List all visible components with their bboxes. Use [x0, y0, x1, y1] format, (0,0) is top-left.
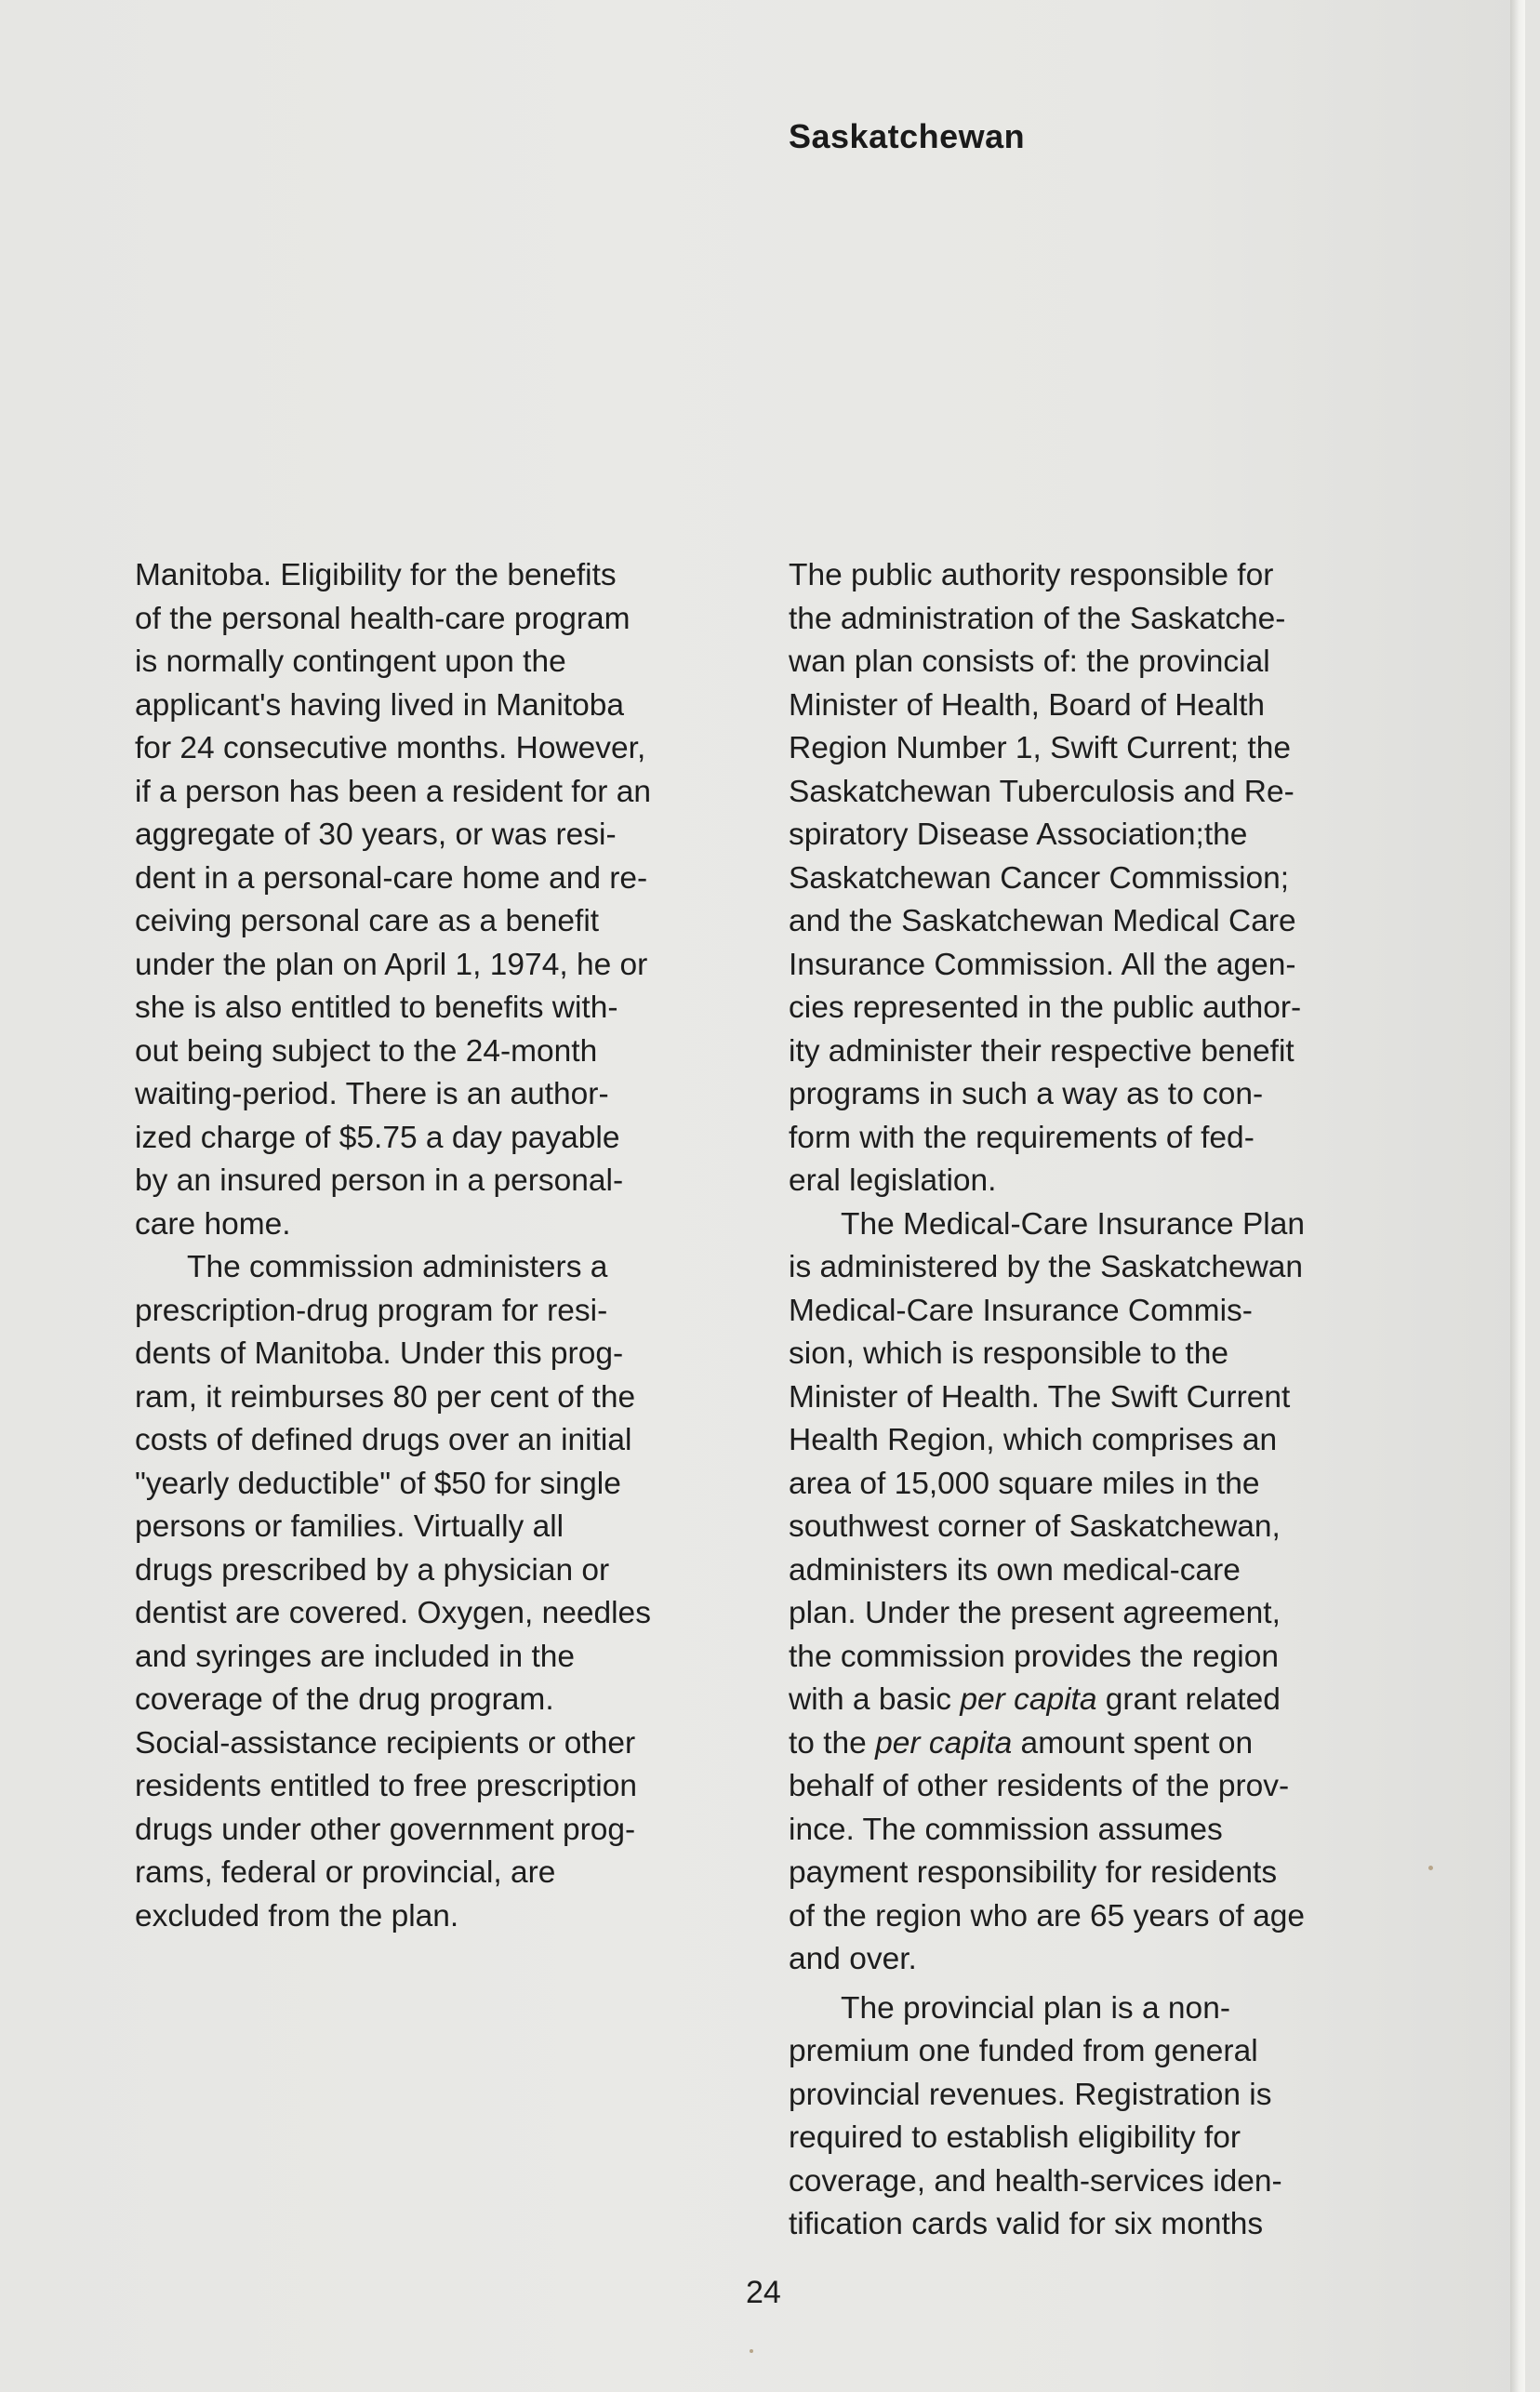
italic-phrase: per capita	[960, 1682, 1097, 1717]
left-column	[135, 554, 767, 1938]
paragraph: Manitoba. Eligibility for the benefits of the personal health-care program is normally contingent upon the applicant's having lived in Manitoba for 24 consecutive months. However, if a person has been a resident for an aggregate of 30 years, or was resi- dent in a personal-care home and re- ceiving personal care as a benefit under the plan on April 1, 1974, he or she is also entitled to benefits with- out being subject to the 24-month waiting-period. There is an author- ized charge of $5.75 a day payable by an insured person in a personal- care home.	[135, 558, 651, 1242]
paragraph: The Medical-Care Insurance Plan is administered by the Saskatchewan Medical-Care Insurance Commis- sion, which is responsible to the Minister of Health. The Swift Current Health Region, which comprises an area of 15,000 square miles in the southwest corner of Saskatchewan, administers its own medical-care plan. Under the present agreement, the commission provides the region with a basic per capita grant related to the per capita amount spent on behalf of other residents of the prov- ince. The commission assumes payment responsibility for residents of the region who are 65 years of age and over.	[789, 1206, 1306, 1976]
italic-phrase: per capita	[875, 1725, 1013, 1761]
running-head: Saskatchewan	[789, 117, 1026, 155]
paragraph: The commission administers a prescription-drug program for resi- dents of Manitoba. Under this prog- ram, it reimburses 80 per cent of the costs of defined drugs over an initial "yearly deductible" of $50 for single persons or families. Virtually all drugs prescribed by a physician or dentist are covered. Oxygen, needles and syringes are included in the coverage of the drug program. Social-assistance recipients or other residents entitled to free prescription drugs under other government prog- rams, federal or provincial, are excluded from the plan.	[135, 1250, 651, 1934]
paragraph: The public authority responsible for the administration of the Saskatche- wan plan consists of: the provincial Minister of Health, Board of Health Region Number 1, Swift Current; the Saskatchewan Tuberculosis and Re- spiratory Disease Association;the Saskatchewan Cancer Commission; and the Saskatchewan Medical Care Insurance Commission. All the agen- cies represented in the public author- ity administer their respective benefit programs in such a way as to con- form with the requirements of fed- eral legislation.	[789, 558, 1302, 1198]
page-number: 24	[746, 2275, 781, 2310]
right-column	[789, 554, 1421, 2247]
paper-speck	[750, 2349, 753, 2353]
page-edge	[1510, 0, 1525, 2392]
paper-speck	[1428, 1866, 1433, 1870]
paragraph: The provincial plan is a non- premium one funded from general provincial revenues. Registration is required to establish eligibility for coverage, and health-services iden- tification cards valid for six months	[789, 1990, 1282, 2241]
